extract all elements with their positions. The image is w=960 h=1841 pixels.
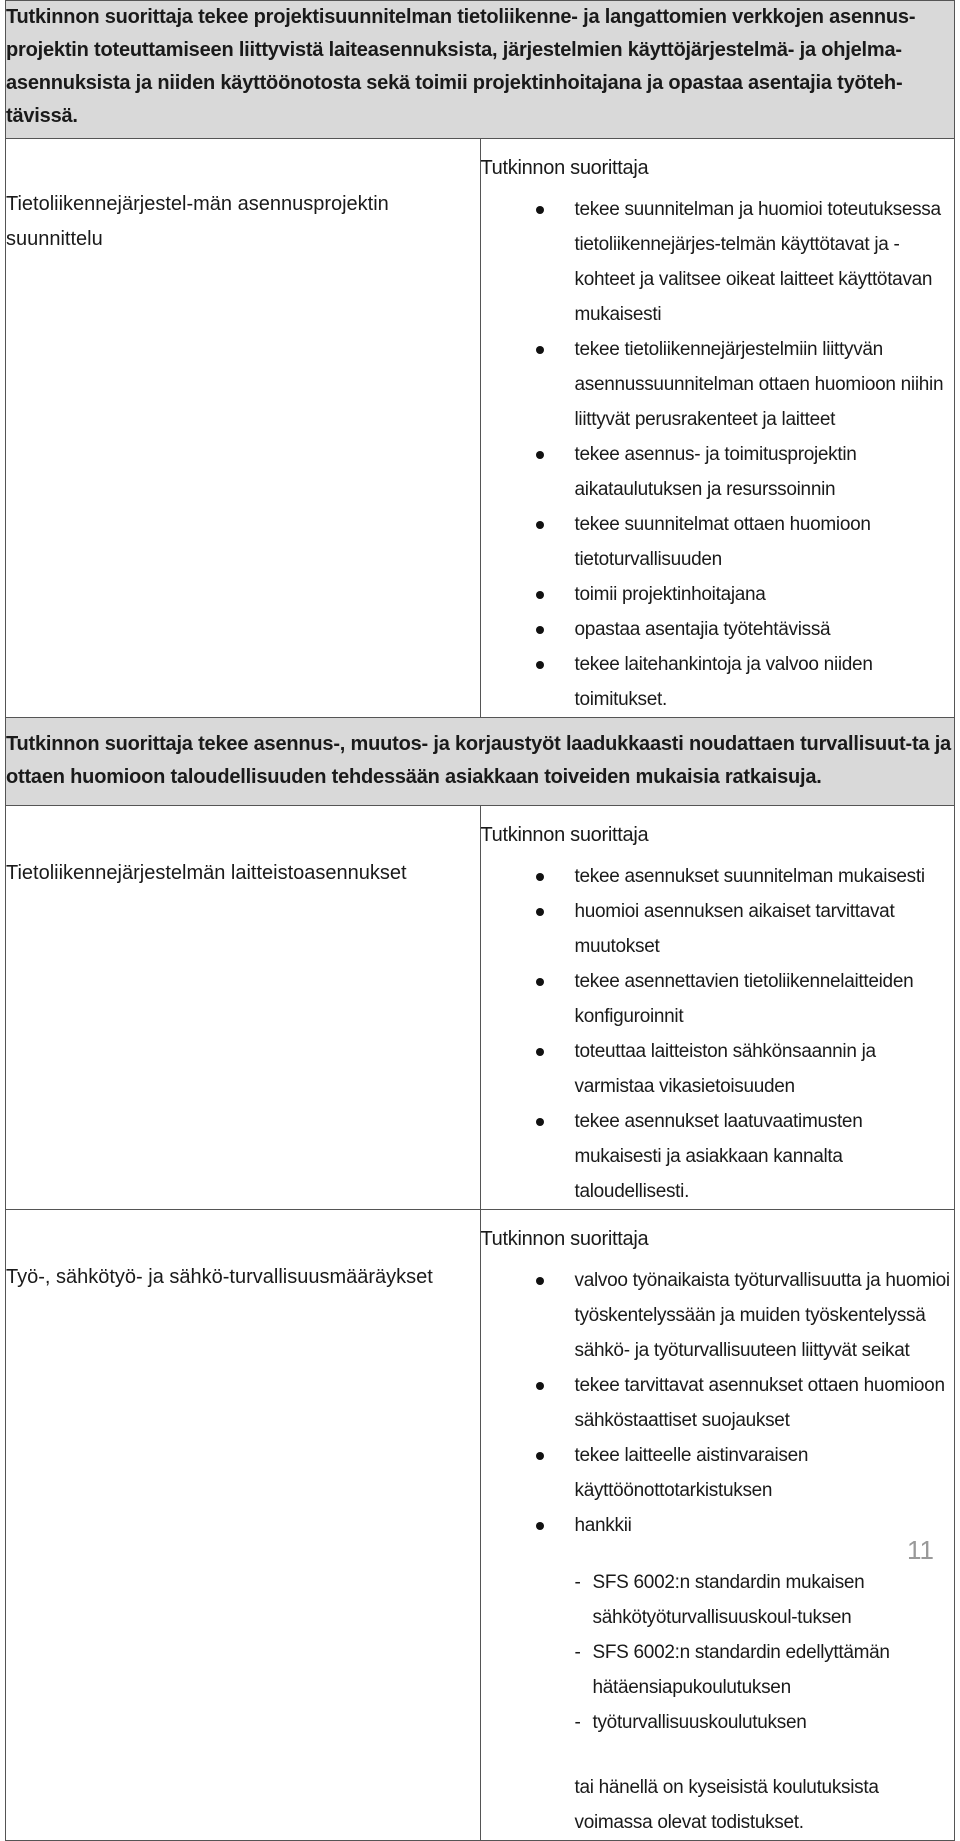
row-intro: Tutkinnon suorittaja — [480, 157, 649, 179]
row-label-planning: Tietoliikennejärjestel-män asennusprojektin suunnittelu — [6, 193, 389, 250]
row-label-cell — [6, 806, 481, 1210]
closing-note: tai hänellä on kyseisistä koulutuksista voimassa olevat todistukset. — [574, 1777, 879, 1833]
list-item: tekee asennus- ja toimitusprojektin aikataulutuksen ja resurssoinnin — [481, 437, 955, 507]
list-item: toimii projektinhoitajana — [481, 577, 955, 612]
list-item: tekee suunnitelman ja huomioi toteutuksessa tietoliikennejärjes-telmän käyttötavat ja -kohteet ja valitsee oikeat laitteet käyttötavan mukaisesti — [481, 192, 955, 332]
row-label-cell — [6, 1210, 481, 1841]
list-item: tekee laitehankintoja ja valvoo niiden toimitukset. — [481, 647, 955, 717]
list-item: huomioi asennuksen aikaiset tarvittavat muutokset — [481, 894, 955, 964]
section-1-header — [6, 1, 955, 139]
row-content-cell — [480, 1210, 955, 1841]
row-content-cell — [480, 806, 955, 1210]
training-sublist — [481, 1565, 955, 1740]
row-label-installations: Tietoliikennejärjestelmän laitteistoasennukset — [6, 862, 407, 884]
row-content-cell — [480, 139, 955, 718]
row-intro: Tutkinnon suorittaja — [480, 1228, 649, 1250]
sub-list-item: - työturvallisuuskoulutuksen — [481, 1705, 955, 1740]
page-number: 11 — [907, 1535, 934, 1565]
list-item: tekee asennettavien tietoliikennelaitteiden konfiguroinnit — [481, 964, 955, 1034]
list-item: hankkii — [481, 1508, 955, 1543]
list-item: tekee laitteelle aistinvaraisen käyttöönottotarkistuksen — [481, 1438, 955, 1508]
criteria-list — [481, 859, 955, 1209]
page — [5, 0, 955, 1841]
criteria-list — [481, 1263, 955, 1543]
row-label-cell — [6, 139, 481, 718]
criteria-list — [481, 192, 955, 717]
section-2-header-text: Tutkinnon suorittaja tekee asennus-, muutos- ja korjaustyöt laadukkaasti noudattaen turvallisuut-ta ja ottaen huomioon taloudellisuuden tehdessään asiakkaan toiveiden mukaisia ratkaisuja. — [6, 733, 951, 788]
sub-list-item: - SFS 6002:n standardin mukaisen sähkötyöturvallisuuskoul-tuksen — [481, 1565, 955, 1635]
row-label-safety-regulations: Työ-, sähkötyö- ja sähkö-turvallisuusmääräykset — [6, 1266, 433, 1288]
sub-list-item: - SFS 6002:n standardin edellyttämän hätäensiapukoulutuksen — [481, 1635, 955, 1705]
list-item: valvoo työnaikaista työturvallisuutta ja huomioi työskentelyssään ja muiden työskentelyssä sähkö- ja työturvallisuuteen liittyvät seikat — [481, 1263, 955, 1368]
list-item: tekee asennukset suunnitelman mukaisesti — [481, 859, 955, 894]
list-item: toteuttaa laitteiston sähkönsaannin ja varmistaa vikasietoisuuden — [481, 1034, 955, 1104]
section-1-header-text: Tutkinnon suorittaja tekee projektisuunnitelman tietoliikenne- ja langattomien verkkojen asennus-projektin toteuttamiseen liittyvistä laiteasennuksista, järjestelmien käyttöjärjestelmä- ja ohjelma-asennuksista ja niiden käyttöönotosta sekä toimii projektinhoitajana ja opastaa asentajia työteh-tävissä. — [6, 6, 916, 127]
section-2-header — [6, 718, 955, 806]
row-intro: Tutkinnon suorittaja — [480, 824, 649, 846]
list-item: tekee tietoliikennejärjestelmiin liittyvän asennussuunnitelman ottaen huomioon niihin liittyvät perusrakenteet ja laitteet — [481, 332, 955, 437]
list-item: opastaa asentajia työtehtävissä — [481, 612, 955, 647]
list-item: tekee asennukset laatuvaatimusten mukaisesti ja asiakkaan kannalta taloudellisesti. — [481, 1104, 955, 1209]
list-item: tekee suunnitelmat ottaen huomioon tietoturvallisuuden — [481, 507, 955, 577]
competence-table — [5, 0, 955, 1841]
list-item: tekee tarvittavat asennukset ottaen huomioon sähköstaattiset suojaukset — [481, 1368, 955, 1438]
